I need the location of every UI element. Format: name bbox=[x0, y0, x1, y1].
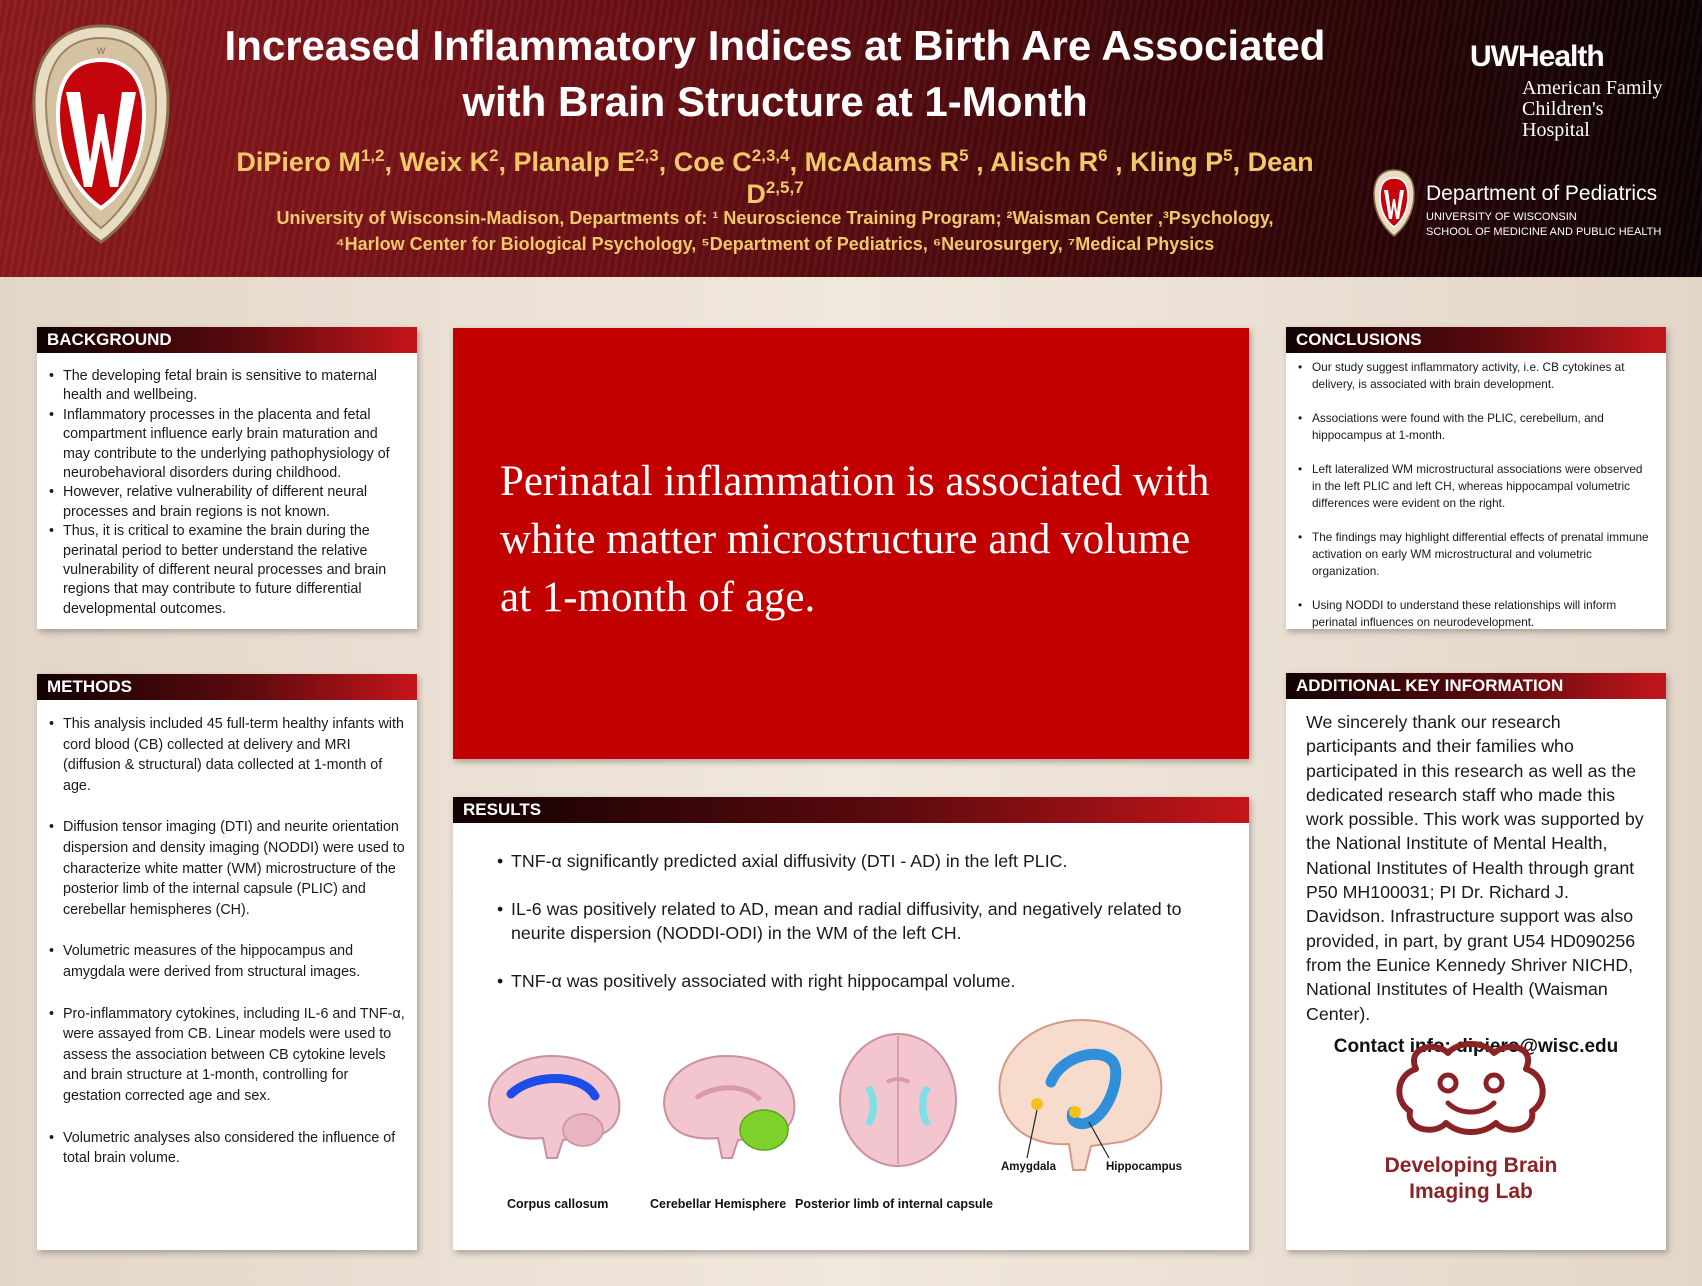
background-item: • The developing fetal brain is sensitive to maternal health and wellbeing. bbox=[49, 367, 405, 406]
background-heading: BACKGROUND bbox=[37, 327, 417, 353]
author-affiliation-number: 1,2 bbox=[360, 146, 385, 165]
author-affiliation-number: 2 bbox=[489, 146, 499, 165]
brain-hippocampus-amygdala-image bbox=[981, 1012, 1171, 1177]
background-item: • However, relative vulnerability of different neural processes and brain regions is not known. bbox=[49, 483, 405, 522]
author-name: Dean D bbox=[746, 147, 1314, 209]
author-name: Planalp E bbox=[513, 147, 636, 177]
author-affiliation-number: 5 bbox=[1223, 146, 1233, 165]
author-separator: , bbox=[1107, 147, 1131, 177]
background-list bbox=[37, 353, 417, 619]
contact-info: Contact info: dipiero@wisc.edu bbox=[1333, 1035, 1619, 1057]
additional-info-panel bbox=[1286, 673, 1666, 1250]
methods-item: • Volumetric analyses also considered the influence of total brain volume. bbox=[49, 1128, 405, 1169]
hospital-line-2: Children's Hospital bbox=[1522, 98, 1604, 141]
author-name: Coe C bbox=[673, 147, 752, 177]
label-hippocampus: Hippocampus bbox=[1106, 1161, 1183, 1173]
department-name: Department of Pediatrics bbox=[1426, 182, 1658, 205]
background-panel bbox=[37, 327, 417, 629]
brain-cerebellum-image bbox=[646, 1044, 806, 1164]
author-affiliation-number: 6 bbox=[1098, 146, 1108, 165]
title-line-2: with Brain Structure at 1-Month bbox=[462, 78, 1088, 125]
author-separator: , bbox=[498, 147, 514, 177]
conclusions-panel bbox=[1286, 327, 1666, 629]
brain-plic-image bbox=[831, 1030, 966, 1170]
author-affiliation-number: 2,3 bbox=[635, 146, 659, 165]
lab-name bbox=[1346, 1153, 1596, 1205]
label-amygdala: Amygdala bbox=[1001, 1161, 1056, 1173]
results-list bbox=[453, 823, 1249, 993]
title-line-1: Increased Inflammatory Indices at Birth Are Associated bbox=[224, 22, 1326, 69]
results-item: • IL-6 was positively related to AD, mean and radial diffusivity, and negatively related to neurite dispersion (NODDI-ODI) in the WM of the left CH. bbox=[497, 897, 1229, 945]
author-separator: , bbox=[1232, 147, 1248, 177]
author bbox=[236, 147, 399, 177]
additional-info-heading: ADDITIONAL KEY INFORMATION bbox=[1286, 673, 1666, 699]
author-affiliation-number: 5 bbox=[959, 146, 969, 165]
conclusions-list bbox=[1286, 353, 1666, 631]
author-name: Weix K bbox=[399, 147, 490, 177]
conclusions-heading: CONCLUSIONS bbox=[1286, 327, 1666, 353]
conclusions-item: • Associations were found with the PLIC, cerebellum, and hippocampus at 1-month. bbox=[1298, 410, 1654, 444]
author-separator: , bbox=[658, 147, 674, 177]
affiliation-line-2: ⁴Harlow Center for Biological Psychology, ⁵Department of Pediatrics, ⁶Neurosurgery, ⁷Medical Physics bbox=[335, 234, 1215, 254]
background-item: • Inflammatory processes in the placenta and fetal compartment influence early brain maturation and may contribute to the underlying pathophysiology of neurobehavioral disorders during childhood. bbox=[49, 406, 405, 484]
methods-panel bbox=[37, 674, 417, 1250]
lab-name-line-1: Developing Brain bbox=[1384, 1154, 1558, 1177]
uw-mini-crest-icon bbox=[1372, 168, 1416, 238]
affiliation-line-1: University of Wisconsin-Madison, Departments of: ¹ Neuroscience Training Program; ²Waisman Center ,³Psychology, bbox=[276, 208, 1274, 228]
author-separator: , bbox=[789, 147, 805, 177]
acknowledgements-text: We sincerely thank our research participants and their families who participated in this research as well as the dedicated research staff who made this work possible. This work was supported by the National Institute of Mental Health, National Institutes of Health through grant P50 MH100031; PI Dr. Richard J. Davidson. Infrastructure support was also provided, in part, by grant U54 HD090256 from the Eunice Kennedy Shriver NICHD, National Institutes of Health (Waisman Center). bbox=[1306, 712, 1644, 1024]
author-affiliation-number: 2,3,4 bbox=[751, 146, 790, 165]
school-line-2: SCHOOL OF MEDICINE AND PUBLIC HEALTH bbox=[1426, 226, 1662, 238]
results-item: • TNF-α significantly predicted axial diffusivity (DTI - AD) in the left PLIC. bbox=[497, 849, 1229, 873]
brain-corpus-callosum-image bbox=[471, 1044, 631, 1164]
author-affiliation-number: 2,5,7 bbox=[765, 178, 804, 197]
caption-cerebellar-hemisphere: Cerebellar Hemisphere bbox=[650, 1197, 787, 1211]
methods-item: • Volumetric measures of the hippocampus and amygdala were derived from structural images. bbox=[49, 941, 405, 982]
author bbox=[400, 147, 514, 177]
author bbox=[1130, 147, 1247, 177]
methods-item: • Pro-inflammatory cytokines, including IL-6 and TNF-α, were assayed from CB. Linear models were used to assess the association between CB cytokine levels and brain structure at 1-month, controlling for gestation corrected age and sex. bbox=[49, 1004, 405, 1107]
author-name: Alisch R bbox=[990, 147, 1099, 177]
key-finding-box bbox=[453, 328, 1249, 759]
author-separator: , bbox=[384, 147, 400, 177]
results-panel bbox=[453, 797, 1249, 1250]
school-line-1: UNIVERSITY OF WISCONSIN bbox=[1426, 211, 1577, 223]
poster-header bbox=[0, 0, 1702, 277]
conclusions-item: • The findings may highlight differential effects of prenatal immune activation on early WM microstructural and volumetric organization. bbox=[1298, 529, 1654, 581]
caption-corpus-callosum: Corpus callosum bbox=[507, 1197, 609, 1211]
key-finding-text: Perinatal inflammation is associated with white matter microstructure and volume at 1-month of age. bbox=[500, 458, 1210, 621]
author-name: Kling P bbox=[1130, 147, 1224, 177]
brain-lab-logo-icon bbox=[1386, 1039, 1556, 1137]
methods-item: • This analysis included 45 full-term healthy infants with cord blood (CB) collected at delivery and MRI (diffusion & structural) data collected at 1-month of age. bbox=[49, 714, 405, 796]
results-heading: RESULTS bbox=[453, 797, 1249, 823]
caption-plic: Posterior limb of internal capsule bbox=[795, 1197, 993, 1211]
methods-list bbox=[37, 700, 417, 1169]
hospital-line-1: American Family bbox=[1522, 77, 1663, 99]
author-name: McAdams R bbox=[804, 147, 960, 177]
methods-heading: METHODS bbox=[37, 674, 417, 700]
school-name bbox=[1426, 210, 1661, 240]
poster-title bbox=[215, 18, 1335, 130]
uwhealth-wordmark: UWHealth bbox=[1470, 40, 1604, 73]
author bbox=[514, 147, 674, 177]
results-item: • TNF-α was positively associated with right hippocampal volume. bbox=[497, 969, 1229, 993]
background-item: • Thus, it is critical to examine the brain during the perinatal period to better understand the relative vulnerability of different neural processes and brain regions that may contribute to future differential developmental outcomes. bbox=[49, 522, 405, 619]
author-list bbox=[215, 146, 1335, 210]
methods-item: • Diffusion tensor imaging (DTI) and neurite orientation dispersion and density imaging (NODDI) were used to characterize white matter (WM) microstructure of the posterior limb of the internal capsule (PLIC) and cerebellar hemispheres (CH). bbox=[49, 817, 405, 920]
hospital-name bbox=[1522, 78, 1670, 141]
author-name: DiPiero M bbox=[236, 147, 361, 177]
conclusions-item: • Left lateralized WM microstructural associations were observed in the left PLIC and left CH, whereas hippocampal volumetric differences were evident on the right. bbox=[1298, 461, 1654, 513]
author bbox=[674, 147, 805, 177]
conclusions-item: • Using NODDI to understand these relationships will inform perinatal influences on neurodevelopment. bbox=[1298, 597, 1654, 631]
uwhealth-logo bbox=[1470, 40, 1670, 141]
affiliations bbox=[215, 205, 1335, 257]
crest-letter: W bbox=[96, 46, 106, 56]
conclusions-item: • Our study suggest inflammatory activity, i.e. CB cytokines at delivery, is associated with brain development. bbox=[1298, 359, 1654, 393]
uw-crest-icon bbox=[30, 22, 172, 246]
author bbox=[990, 147, 1130, 177]
author bbox=[805, 147, 991, 177]
author-separator: , bbox=[968, 147, 991, 177]
lab-name-line-2: Imaging Lab bbox=[1409, 1180, 1533, 1203]
